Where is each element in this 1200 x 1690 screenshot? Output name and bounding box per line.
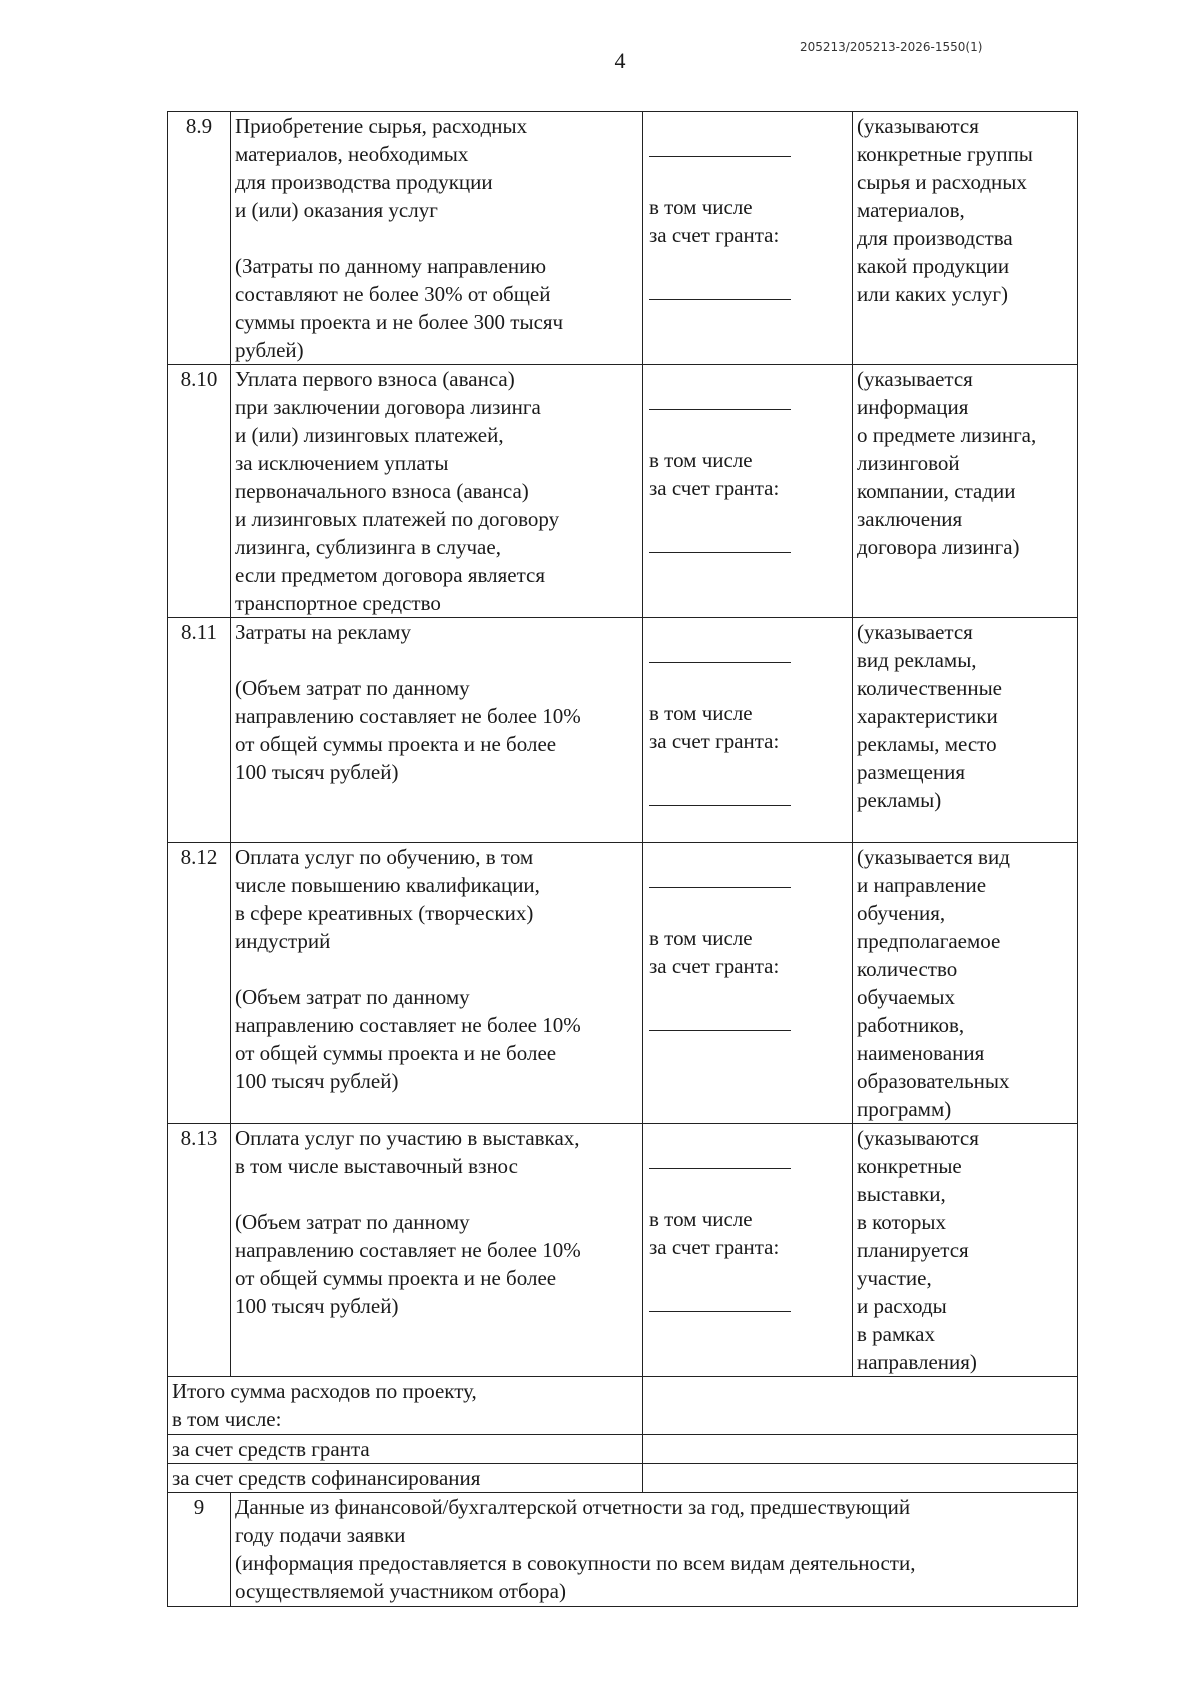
table-row [168,618,1078,843]
cofinancing-row [168,1464,1078,1493]
total-row [168,1377,1078,1435]
grant-share-label: в том числе за счет гранта: [649,701,780,753]
table-row [168,843,1078,1124]
row-number: 8.11 [168,618,231,843]
table-row [168,1124,1078,1377]
expense-note: (указывается вид и направление обучения, предполагаемое количество обучаемых работников, наименования образовательных программ) [853,843,1078,1124]
expense-note: (указывается вид рекламы, количественные характеристики рекламы, место размещения рекламы) [853,618,1078,843]
table-row [168,365,1078,618]
amount-cell [643,1124,853,1377]
row-number: 9 [168,1493,231,1607]
grant-total-amount-cell [643,1435,1078,1464]
amount-cell [643,618,853,843]
grant-share-label: в том числе за счет гранта: [649,448,780,500]
grant-share-label: в том числе за счет гранта: [649,1207,780,1259]
page-number: 4 [614,48,626,73]
expense-title: Оплата услуг по обучению, в том числе повышению квалификации, в сфере креативных (творческих) индустрий (Объем затрат по данному направлению составляет не более 10% от общей суммы проекта и не более 100 тысяч рублей) [231,843,643,1124]
section-9-text: Данные из финансовой/бухгалтерской отчетности за год, предшествующий году подачи заявки (информация предоставляется в совокупности по всем видам деятельности, осуществляемой участником отбора) [231,1493,1078,1607]
expense-note: (указываются конкретные выставки, в которых планируется участие, и расходы в рамках направления) [853,1124,1078,1377]
amount-blank-line [649,1152,791,1169]
total-label: Итого сумма расходов по проекту, в том числе: [168,1377,643,1435]
cofinancing-total-amount-cell [643,1464,1078,1493]
grant-share-label: в том числе за счет гранта: [649,926,780,978]
amount-blank-line [649,871,791,888]
expense-title: Затраты на рекламу (Объем затрат по данному направлению составляет не более 10% от общей суммы проекта и не более 100 тысяч рублей) [231,618,643,843]
amount-blank-line [649,140,791,157]
amount-cell [643,112,853,365]
expense-title: Оплата услуг по участию в выставках, в том числе выставочный взнос (Объем затрат по данному направлению составляет не более 10% от общей суммы проекта и не более 100 тысяч рублей) [231,1124,643,1377]
grant-total-label: за счет средств гранта [168,1435,643,1464]
expense-title: Приобретение сырья, расходных материалов, необходимых для производства продукции и (или) оказания услуг (Затраты по данному направлению составляют не более 30% от общей суммы проекта и не более 300 тысяч рублей) [231,112,643,365]
total-amount-cell [643,1377,1078,1435]
grant-blank-line [649,789,791,806]
expense-note: (указывается информация о предмете лизинга, лизинговой компании, стадии заключения договора лизинга) [853,365,1078,618]
row-number: 8.10 [168,365,231,618]
amount-blank-line [649,393,791,410]
amount-blank-line [649,646,791,663]
grant-blank-line [649,536,791,553]
row-number: 8.9 [168,112,231,365]
section-9-row [168,1493,1078,1607]
table-row [168,112,1078,365]
row-number: 8.13 [168,1124,231,1377]
amount-cell [643,365,853,618]
grant-blank-line [649,1014,791,1031]
grant-share-label: в том числе за счет гранта: [649,195,780,247]
expenses-table [167,111,1078,1607]
cofinancing-total-label: за счет средств софинансирования [168,1464,643,1493]
expense-title: Уплата первого взноса (аванса) при заключении договора лизинга и (или) лизинговых платежей, за исключением уплаты первоначального взноса (аванса) и лизинговых платежей по договору лизинга, сублизинга в случае, если предметом договора является транспортное средство [231,365,643,618]
grant-blank-line [649,283,791,300]
grant-blank-line [649,1295,791,1312]
row-number: 8.12 [168,843,231,1124]
expense-note: (указываются конкретные группы сырья и расходных материалов, для производства какой продукции или каких услуг) [853,112,1078,365]
amount-cell [643,843,853,1124]
document-id: 205213/205213-2026-1550(1) [800,40,983,54]
grant-row [168,1435,1078,1464]
